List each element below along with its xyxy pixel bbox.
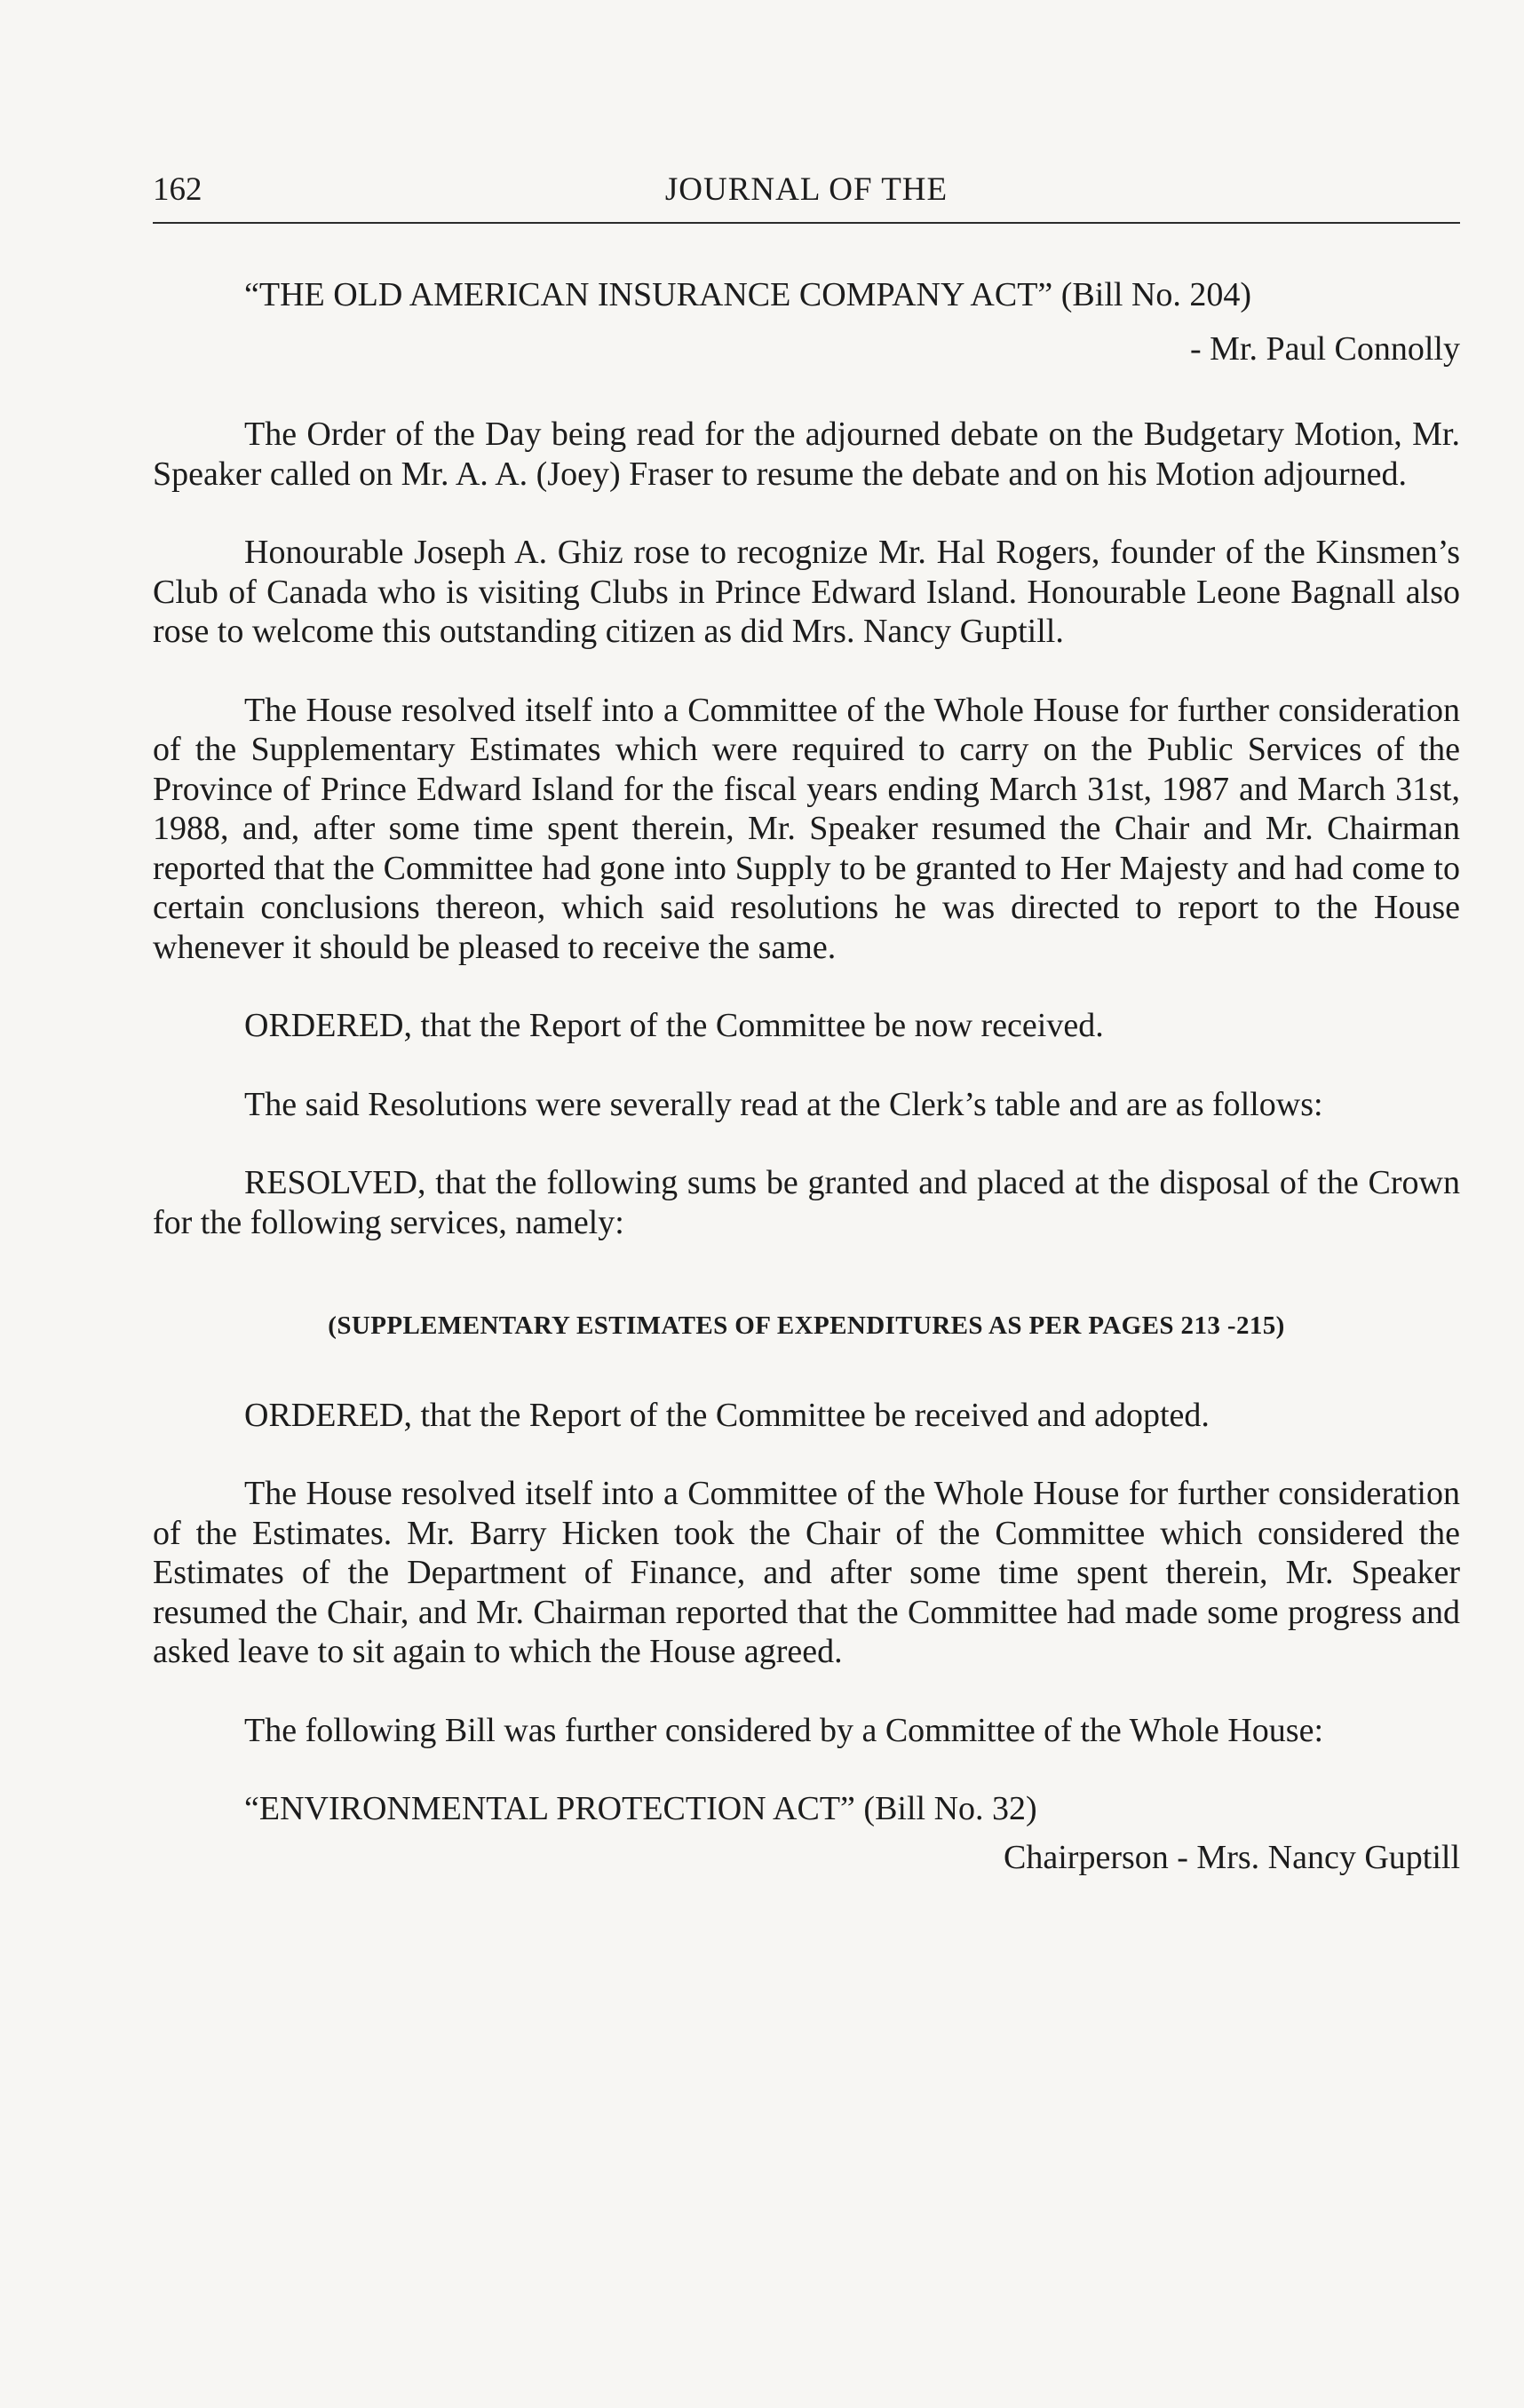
paragraph-recognition: Honourable Joseph A. Ghiz rose to recognize Mr. Hal Rogers, founder of the Kinsmen’s Club of Canada who is visiting Clubs in Prince Edward Island. Honourable Leone Bagnall also rose to welcome this outstanding citizen as did Mrs. Nancy Guptill.: [153, 534, 1460, 650]
running-head: JOURNAL OF THE: [664, 171, 949, 208]
paragraph-resolved: RESOLVED, that the following sums be granted and placed at the disposal of the Crown for the following services, namely:: [153, 1164, 1460, 1241]
section-heading: (SUPPLEMENTARY ESTIMATES OF EXPENDITURES AS PER PAGES 213 -215): [328, 1311, 1285, 1340]
paragraph-resolutions-read: The said Resolutions were severally read at the Clerk’s table and are as follows:: [244, 1085, 1323, 1123]
bill-sponsor: - Mr. Paul Connolly: [1189, 329, 1460, 368]
header-rule: [153, 222, 1460, 224]
bill-title: “THE OLD AMERICAN INSURANCE COMPANY ACT” (Bill No. 204): [244, 276, 1252, 313]
paragraph-budgetary-motion: The Order of the Day being read for the adjourned debate on the Budgetary Motion, Mr. Speaker called on Mr. A. A. (Joey) Fraser to resume the debate and on his Motion adjourned.: [153, 416, 1460, 493]
paragraph-ordered-adopted: ORDERED, that the Report of the Committee be received and adopted.: [244, 1396, 1210, 1434]
page-header: [153, 160, 1460, 213]
page-number: 162: [153, 171, 202, 208]
paragraph-supplementary-estimates: The House resolved itself into a Committee of the Whole House for further consideration of the Supplementary Estimates which were required to carry on the Public Services of the Province of Prince Edward Island for the fiscal years ending March 31st, 1987 and March 31st, 1988, and, after some time spent therein, Mr. Speaker resumed the Chair and Mr. Chairman reported that the Committee had gone into Supply to be granted to Her Majesty and had come to certain conclusions thereon, which said resolutions he was directed to report to the House whenever it should be pleased to receive the same.: [153, 691, 1460, 966]
paragraph-ordered-received: ORDERED, that the Report of the Committee be now received.: [244, 1007, 1104, 1044]
paragraph-estimates-committee: The House resolved itself into a Committee of the Whole House for further consideration of the Estimates. Mr. Barry Hicken took the Chair of the Committee which considered the Estimates of the Department of Finance, and after some time spent therein, Mr. Speaker resumed the Chair, and Mr. Chairman reported that the Committee had made some progress and asked leave to sit again to which the House agreed.: [153, 1475, 1460, 1670]
page-content: [153, 275, 1460, 1877]
journal-page: [153, 160, 1460, 1877]
bill-title-2: “ENVIRONMENTAL PROTECTION ACT” (Bill No. 32): [244, 1790, 1037, 1827]
chairperson-line: Chairperson - Mrs. Nancy Guptill: [1004, 1838, 1460, 1876]
paragraph-bill-considered: The following Bill was further considered by a Committee of the Whole House:: [244, 1711, 1324, 1749]
